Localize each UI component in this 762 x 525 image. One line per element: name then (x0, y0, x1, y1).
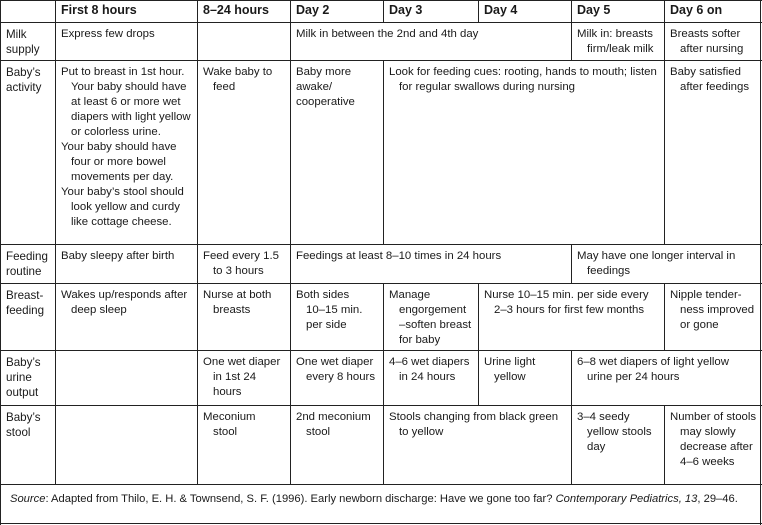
cell-activity-cues: Look for feeding cues: rooting, hands to mouth; listen for regular swallows during nursing (389, 66, 657, 93)
source-pages: , 29–46. (697, 493, 738, 505)
vline (478, 283, 479, 405)
vline (197, 60, 198, 484)
cell-stool-day5: 3–4 seedy yellow stools day (577, 411, 652, 453)
vline (383, 0, 384, 22)
row-label-milk-supply: Milk supply (6, 28, 40, 56)
cell-activity-8-24: Wake baby to feed (203, 66, 273, 93)
hline (0, 283, 762, 284)
cell-bf-8-24: Nurse at both breasts (203, 289, 272, 316)
vline (664, 405, 665, 484)
cell-activity-day6: Baby satisfied after feedings (670, 66, 750, 93)
vline (664, 0, 665, 244)
cell-stool-day2: 2nd meconium stool (296, 411, 371, 438)
vline (571, 244, 572, 283)
hline (0, 350, 762, 351)
vline (55, 0, 56, 484)
vline (478, 0, 479, 22)
header-day-5: Day 5 (577, 3, 611, 17)
hline (0, 484, 762, 485)
header-day-2: Day 2 (296, 3, 330, 17)
cell-urine-day4: Urine light yellow (484, 356, 536, 383)
vline (383, 60, 384, 244)
vline (571, 350, 572, 484)
cell-bf-day6: Nipple tender- ness improved or gone (670, 289, 755, 331)
cell-activity-first8: Put to breast in 1st hour. Your baby should have at least 6 or more wet diapers with light yellow or colorless urine. Your baby should have four or more bowel movements per day. Your baby’s stool should look yellow and curdy like cottage cheese. (61, 66, 191, 228)
vline (290, 0, 291, 484)
cell-milk-day6: Breasts softer after nursing (670, 28, 744, 55)
header-first-8-hours: First 8 hours (61, 3, 137, 17)
source-label: Source (10, 493, 46, 505)
cell-milk-express: Express few drops (61, 28, 155, 40)
cell-bf-first8: Wakes up/responds after deep sleep (61, 289, 188, 316)
table-border-left (0, 0, 1, 525)
source-citation (10, 492, 738, 507)
hline (0, 22, 762, 23)
vline (571, 0, 572, 60)
cell-bf-day2: Both sides 10–15 min. per side (296, 289, 363, 331)
header-8-24-hours: 8–24 hours (203, 3, 270, 17)
table-border-top (0, 0, 762, 1)
row-label-urine: Baby’s urine output (6, 356, 41, 399)
cell-routine-first8: Baby sleepy after birth (61, 250, 175, 262)
cell-bf-day3: Manage engorgement –soften breast for baby (389, 289, 472, 346)
cell-urine-day3: 4–6 wet diapers in 24 hours (389, 356, 470, 383)
cell-stool-8-24: Meconium stool (203, 411, 256, 438)
cell-stool-day6: Number of stools may slowly decrease after 4–6 weeks (670, 411, 757, 468)
vline (664, 283, 665, 350)
cell-routine-day5: May have one longer interval in feedings (577, 250, 736, 277)
cell-activity-day2: Baby more awake/ cooperative (296, 66, 355, 108)
cell-routine-mid: Feedings at least 8–10 times in 24 hours (296, 250, 502, 262)
vline (197, 0, 198, 60)
row-label-routine: Feeding routine (6, 250, 48, 278)
cell-milk-between: Milk in between the 2nd and 4th day (296, 28, 479, 40)
row-label-activity: Baby’s activity (6, 66, 42, 94)
header-day-4: Day 4 (484, 3, 518, 17)
table-border-right (760, 0, 761, 525)
row-label-breastfeeding: Breast- feeding (6, 289, 45, 317)
cell-stool-day3: Stools changing from black green to yellow (389, 411, 559, 438)
hline (0, 405, 762, 406)
cell-urine-8-24: One wet diaper in 1st 24 hours (203, 356, 281, 398)
hline (0, 60, 762, 61)
cell-routine-8-24: Feed every 1.5 to 3 hours (203, 250, 279, 277)
cell-urine-day2: One wet diaper every 8 hours (296, 356, 376, 383)
source-journal: Contemporary Pediatrics, 13 (555, 493, 698, 505)
table-border-bottom (0, 523, 762, 524)
hline (0, 244, 762, 245)
cell-bf-day4: Nurse 10–15 min. per side every 2–3 hours for first few months (484, 289, 649, 316)
header-day-3: Day 3 (389, 3, 423, 17)
cell-milk-day5: Milk in: breasts firm/leak milk (577, 28, 654, 55)
vline (383, 283, 384, 484)
header-day-6-on: Day 6 on (670, 3, 723, 17)
source-text: : Adapted from Thilo, E. H. & Townsend, S. F. (1996). Early newborn discharge: Have we gone too far? (45, 493, 556, 505)
row-label-stool: Baby’s stool (6, 411, 41, 439)
cell-urine-day5: 6–8 wet diapers of light yellow urine per 24 hours (577, 356, 729, 383)
